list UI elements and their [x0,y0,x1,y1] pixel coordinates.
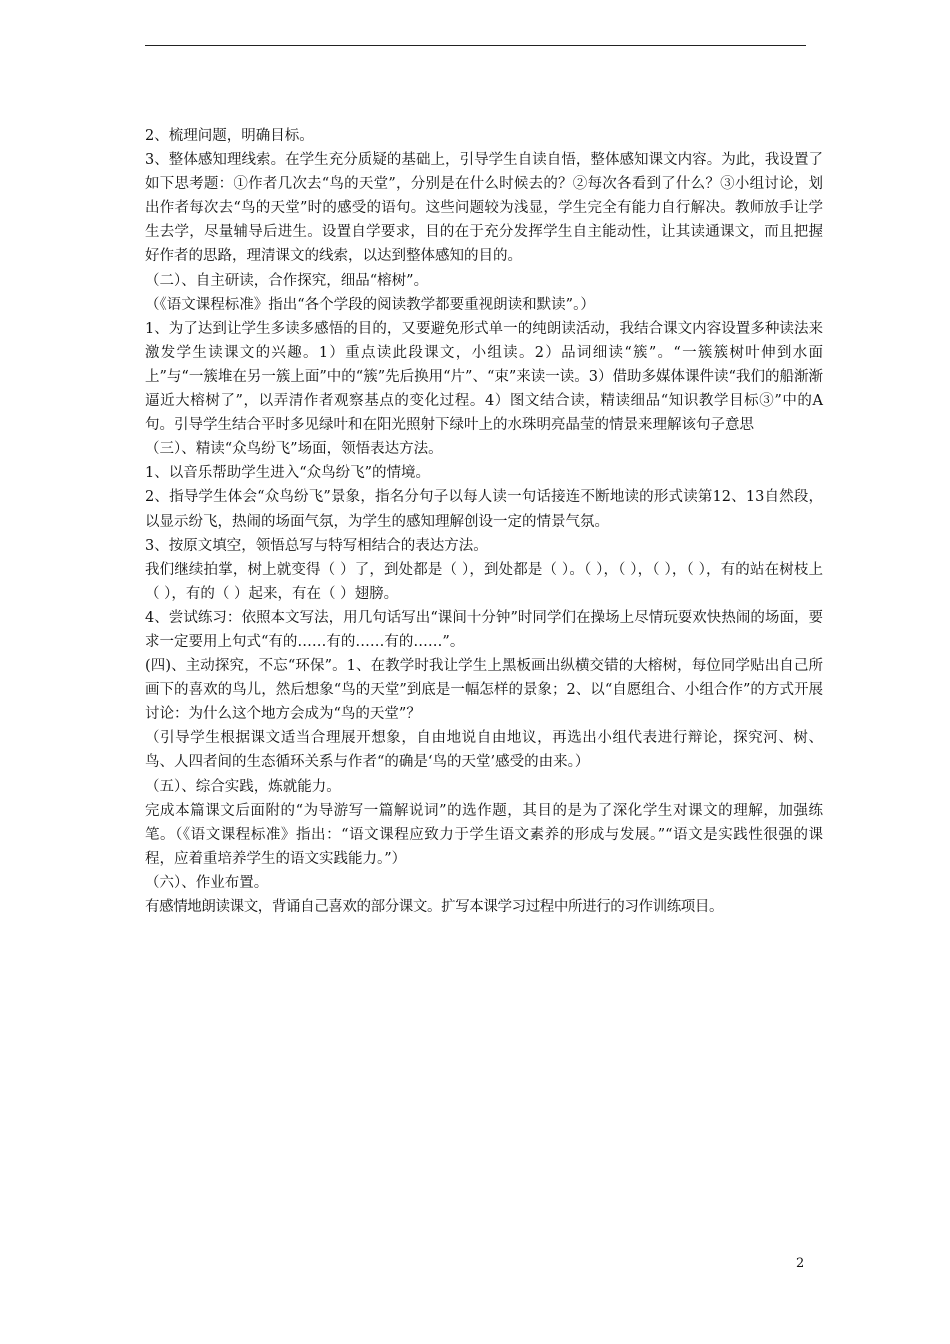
section-heading: （二）、自主研读，合作探究，细品“榕树”。 [145,272,429,289]
fill-in-exercise: 我们继续拍掌，树上就变得（ ）了，到处都是（ ），到处都是（ ）。（ ），（ ），（ ），（ ），有的站在树枝上（ ），有的（ ）起来，有在（ ）翅膀。 [145,561,823,602]
paragraph: 1、以音乐帮助学生进入“众鸟纷飞”的情境。 [145,465,431,482]
page-number: 2 [796,1256,805,1271]
paragraph: 3、按原文填空，领悟总写与特写相结合的表达方法。 [145,537,488,554]
paragraph: 1、为了达到让学生多读多感悟的目的，又要避免形式单一的纯朗读活动，我结合课文内容设置多种读法来激发学生读课文的兴趣。1）重点读此段课文，小组读。2）品词细读“簇”。“一簇簇树叶伸到水面上”与“一簇堆在另一簇上面”中的“簇”先后换用“片”、“束”来读一读。3）借助多媒体课件读“我们的船渐渐逼近大榕树了”，以弄清作者观察基点的变化过程。4）图文结合读，精读细品“知识教学目标③”中的A句。引导学生结合平时多见绿叶和在阳光照射下绿叶上的水珠明亮晶莹的情景来理解该句子意思 [145,320,823,434]
paragraph: （《语文课程标准》指出“各个学段的阅读教学都要重视朗读和默读”。） [145,296,595,313]
section-heading: (四)、主动探究，不忘“环保”。1、在教学时我让学生上黑板画出纵横交错的大榕树，每位同学贴出自己所画下的喜欢的鸟儿，然后想象“鸟的天堂”到底是一幅怎样的景象；2、以“自愿组合、小组合作”的方式开展讨论：为什么这个地方会成为“鸟的天堂”？ [145,658,823,723]
paragraph: 2、指导学生体会“众鸟纷飞”景象，指名分句子以每人读一句话接连不断地读的形式读第12、13自然段，以显示纷飞，热闹的场面气氛，为学生的感知理解创设一定的情景气氛。 [145,489,823,530]
paragraph: 4、尝试练习：依照本文写法，用几句话写出“课间十分钟”时同学们在操场上尽情玩耍欢快热闹的场面，要求一定要用上句式“有的……有的……有的……”。 [145,609,823,650]
paragraph: 2、梳理问题，明确目标。 [145,128,314,144]
paragraph: 3、整体感知理线索。在学生充分质疑的基础上，引导学生自读自悟，整体感知课文内容。为此，我设置了如下思考题：①作者几次去“鸟的天堂”，分别是在什么时候去的？②每次各看到了什么？③小组讨论，划出作者每次去“鸟的天堂”时的感受的语句。这些问题较为浅显，学生完全有能力自行解决。教师放手让学生去学，尽量辅导后进生。设置自学要求，目的在于充分发挥学生自主能动性，让其读通课文，而且把握好作者的思路，理清课文的线索，以达到整体感知的目的。 [145,152,823,265]
section-heading: （五）、综合实践，炼就能力。 [145,778,341,795]
paragraph: （引导学生根据课文适当合理展开想象，自由地说自由地议，再选出小组代表进行辩论，探究河、树、鸟、人四者间的生态循环关系与作者“的确是‘鸟的天堂’感受的由来。） [145,730,823,771]
paragraph: 完成本篇课文后面附的“为导游写一篇解说词”的选作题，其目的是为了深化学生对课文的理解，加强练笔。（《语文课程标准》指出：“语文课程应致力于学生语文素养的形成与发展。”“语文是实践性很强的课程，应着重培养学生的语文实践能力。”） [145,802,823,867]
header-rule [145,45,806,46]
paragraph: 有感情地朗读课文，背诵自己喜欢的部分课文。扩写本课学习过程中所进行的习作训练项目。 [145,899,724,915]
section-heading: （六）、作业布置。 [145,874,269,891]
document-body [145,124,823,919]
section-heading: （三）、精读“众鸟纷飞”场面，领悟表达方法。 [145,441,443,458]
